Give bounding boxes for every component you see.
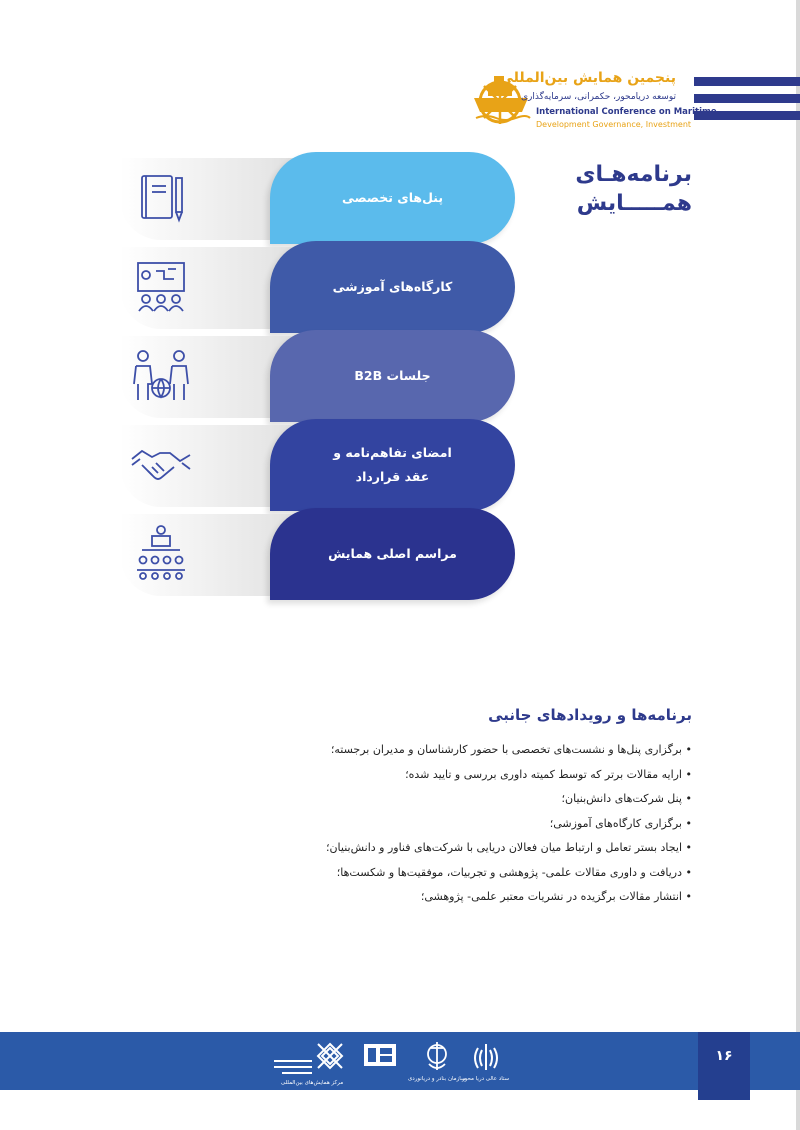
program-item xyxy=(120,152,515,244)
footer-logo-caption: مرکز همایش‌های بین‌المللی xyxy=(280,1080,344,1086)
program-item xyxy=(120,508,515,600)
program-label-line1: امضای تفاهم‌نامه و xyxy=(333,445,452,460)
side-events-list xyxy=(92,738,692,910)
footer-logo-caption: ستاد عالی دریا محور xyxy=(462,1076,510,1082)
list-item: • ارایه مقالات برتر که توسط کمیته داوری بررسی و تایید شده؛ xyxy=(92,763,692,788)
footer-logo xyxy=(408,1040,466,1088)
section-title-line2: همـــــایش xyxy=(576,191,692,216)
program-pill xyxy=(270,419,515,511)
audience-speaker-icon xyxy=(130,522,192,584)
list-item: • انتشار مقالات برگزیده در نشریات معتبر علمی- پژوهشی؛ xyxy=(92,885,692,910)
logo-persian-subtitle: توسعه دریامحور، حکمرانی، سرمایه‌گذاری xyxy=(521,92,676,102)
logo-persian-title: پنجمین همایش بین‌المللی xyxy=(499,70,676,86)
program-item xyxy=(120,241,515,333)
list-item: • دریافت و داوری مقالات علمی- پژوهشی و تجربیات، موفقیت‌ها و شکست‌ها؛ xyxy=(92,861,692,886)
header-stripe xyxy=(694,77,800,86)
footer-logo-caption: سازمان بنادر و دریانوردی xyxy=(408,1076,466,1082)
program-item xyxy=(120,330,515,422)
program-item xyxy=(120,419,515,511)
section-title-line1: برنامه‌هـای xyxy=(575,162,692,187)
side-events-title: برنامه‌ها و رویدادهای جانبی xyxy=(488,706,692,724)
program-label: کارگاه‌های آموزشی xyxy=(332,279,453,294)
program-label: پنل‌های تخصصی xyxy=(341,190,444,205)
section-title xyxy=(552,160,692,218)
program-pill xyxy=(270,330,515,422)
program-label: مراسم اصلی همایش xyxy=(328,546,457,561)
star-knot-logo-icon xyxy=(272,1040,352,1078)
navy-emblem-icon xyxy=(415,1040,459,1074)
footer-logo xyxy=(462,1040,509,1088)
page-edge xyxy=(796,0,800,1130)
handshake-icon xyxy=(130,433,192,495)
program-label xyxy=(333,441,452,489)
footer-bar xyxy=(0,1032,800,1090)
training-board-icon xyxy=(130,255,192,317)
program-pill xyxy=(270,508,515,600)
list-item: • پنل شرکت‌های دانش‌بنیان؛ xyxy=(92,787,692,812)
book-pen-icon xyxy=(130,166,192,228)
program-pill xyxy=(270,241,515,333)
program-label: جلسات B2B xyxy=(354,368,431,383)
list-item: • ایجاد بستر تعامل و ارتباط میان فعالان دریایی با شرکت‌های فناور و دانش‌بنیان؛ xyxy=(92,836,692,861)
list-item: • برگزاری پنل‌ها و نشست‌های تخصصی با حضور کارشناسان و مدیران برجسته؛ xyxy=(92,738,692,763)
page-number-box xyxy=(698,1032,750,1100)
list-item: • برگزاری کارگاه‌های آموزشی؛ xyxy=(92,812,692,837)
footer-logo xyxy=(272,1040,352,1088)
iran-emblem-icon xyxy=(466,1040,506,1074)
program-pill xyxy=(270,152,515,244)
logo-english-line1: International Conference on Maritime xyxy=(536,107,717,117)
header-stripe xyxy=(694,94,800,103)
program-label-line2: عقد قرارداد xyxy=(355,469,430,484)
square-logo-icon xyxy=(362,1040,398,1070)
conference-logo xyxy=(470,66,717,146)
page-number: ۱۶ xyxy=(715,1048,733,1064)
footer-logo xyxy=(362,1040,398,1088)
logo-english-line2: Development Governance, Investment xyxy=(536,120,692,129)
people-globe-icon xyxy=(130,344,192,406)
